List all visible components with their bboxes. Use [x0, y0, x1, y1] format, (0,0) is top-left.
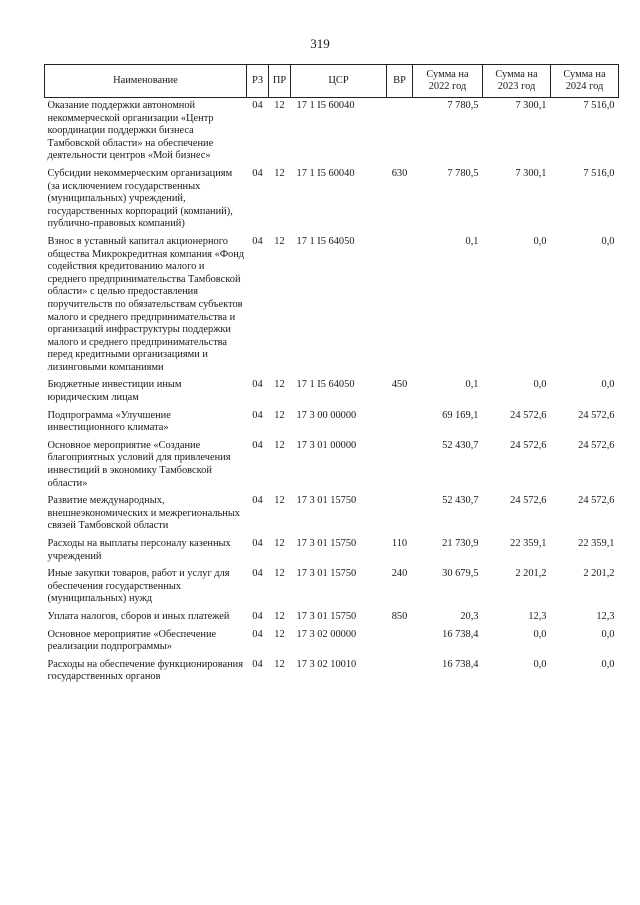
cell-csr: 17 3 01 15750	[296, 495, 357, 507]
cell-sum-2022: 7 780,5	[447, 100, 479, 111]
header-sum-2023: Сумма на 2023 год	[483, 65, 551, 98]
cell-sum-2023: 24 572,6	[510, 439, 547, 451]
table-body	[45, 98, 619, 689]
cell-pr: 12	[274, 610, 285, 622]
cell-vr	[387, 495, 413, 538]
table-row	[45, 379, 619, 409]
cell-sum-2024: 2 201,2	[583, 568, 615, 580]
table-row	[45, 538, 619, 568]
cell-vr: 630	[391, 167, 408, 179]
cell-pr: 12	[274, 538, 285, 549]
cell-rz: 04	[252, 167, 263, 179]
cell-sum-2024: 0,0	[601, 379, 615, 391]
cell-csr: 17 3 02 00000	[296, 628, 357, 640]
header-rz: РЗ	[247, 65, 269, 98]
cell-rz: 04	[252, 379, 263, 391]
cell-sum-2022: 52 430,7	[442, 439, 479, 451]
cell-csr: 17 1 I5 64050	[296, 379, 355, 391]
cell-rz: 04	[252, 409, 263, 421]
cell-csr: 17 3 01 15750	[296, 538, 357, 549]
cell-sum-2022: 69 169,1	[442, 409, 479, 421]
cell-rz: 04	[252, 439, 263, 451]
cell-vr	[387, 659, 413, 689]
table-row	[45, 440, 619, 495]
cell-name: Основное мероприятие «Обеспечение реализации подпрограммы»	[47, 628, 217, 653]
cell-name: Взнос в уставный капитал акционерного общества Микрокредитная компания «Фонд содействия кредитованию малого и среднего предпринимательства Тамбовской области» с целью предоставления поручительств по обязательствам субъектов малого и среднего предпринимательства и организаций инфраструктуры поддержки малого и среднего предпринимательства перед кредитными организациями и лизинговыми компаниями	[47, 235, 245, 373]
cell-csr: 17 1 I5 64050	[296, 235, 355, 247]
cell-sum-2023: 22 359,1	[510, 538, 547, 549]
cell-sum-2023: 24 572,6	[510, 495, 547, 507]
cell-name: Оказание поддержки автономной некоммерческой организации «Центр координации поддержки бизнеса Тамбовской области» на обеспечение деятельности центров «Мой бизнес»	[47, 100, 214, 162]
header-sum-2024: Сумма на 2024 год	[551, 65, 619, 98]
table-row	[45, 611, 619, 629]
cell-sum-2022: 16 738,4	[442, 658, 479, 670]
cell-sum-2024: 0,0	[601, 658, 615, 670]
cell-name: Основное мероприятие «Создание благоприятных условий для привлечения инвестиций в экономику Тамбовской области»	[47, 439, 231, 489]
cell-sum-2023: 0,0	[533, 628, 547, 640]
cell-sum-2024: 22 359,1	[578, 538, 615, 549]
cell-csr: 17 1 I5 60040	[296, 167, 355, 179]
table-header-row	[45, 65, 619, 98]
cell-vr	[387, 440, 413, 495]
cell-sum-2023: 24 572,6	[510, 409, 547, 421]
cell-sum-2023: 0,0	[533, 658, 547, 670]
cell-csr: 17 3 01 15750	[296, 610, 357, 622]
cell-sum-2023: 2 201,2	[515, 568, 547, 580]
cell-name: Уплата налогов, сборов и иных платежей	[47, 610, 230, 622]
cell-pr: 12	[274, 379, 285, 391]
cell-rz: 04	[252, 610, 263, 622]
header-sum-2022: Сумма на 2022 год	[413, 65, 483, 98]
cell-sum-2023: 0,0	[533, 379, 547, 391]
budget-table	[44, 64, 619, 689]
cell-pr: 12	[274, 167, 285, 179]
cell-sum-2023: 12,3	[528, 610, 547, 622]
cell-pr: 12	[274, 658, 285, 670]
header-vr: ВР	[387, 65, 413, 98]
cell-sum-2022: 21 730,9	[442, 538, 479, 549]
cell-sum-2023: 7 300,1	[515, 167, 547, 179]
header-name: Наименование	[45, 65, 247, 98]
cell-sum-2024: 24 572,6	[578, 495, 615, 507]
cell-csr: 17 3 00 00000	[296, 409, 357, 421]
cell-name: Субсидии некоммерческим организациям (за исключением государственных (муниципальных) учреждений, государственных корпораций (компаний), публично-правовых компаний)	[47, 167, 233, 230]
cell-rz: 04	[252, 495, 263, 507]
cell-sum-2022: 16 738,4	[442, 628, 479, 640]
table-row	[45, 495, 619, 538]
cell-vr	[387, 98, 413, 168]
cell-pr: 12	[274, 628, 285, 640]
cell-vr: 450	[391, 379, 408, 391]
cell-vr	[387, 236, 413, 380]
table-row	[45, 236, 619, 380]
cell-vr	[387, 629, 413, 659]
cell-csr: 17 1 I5 60040	[296, 100, 355, 111]
cell-rz: 04	[252, 538, 263, 549]
table-row	[45, 410, 619, 440]
cell-sum-2024: 24 572,6	[578, 439, 615, 451]
table-row	[45, 568, 619, 611]
table-row	[45, 98, 619, 168]
cell-sum-2024: 12,3	[596, 610, 615, 622]
cell-sum-2022: 52 430,7	[442, 495, 479, 507]
cell-name: Расходы на выплаты персоналу казенных учреждений	[47, 538, 231, 562]
table-row	[45, 168, 619, 236]
cell-pr: 12	[274, 100, 285, 111]
cell-sum-2024: 0,0	[601, 235, 615, 247]
cell-csr: 17 3 01 15750	[296, 568, 357, 580]
table-row	[45, 659, 619, 689]
cell-csr: 17 3 02 10010	[296, 658, 357, 670]
cell-name: Подпрограмма «Улучшение инвестиционного климата»	[47, 409, 171, 434]
cell-sum-2023: 7 300,1	[515, 100, 547, 111]
cell-rz: 04	[252, 235, 263, 247]
cell-vr	[387, 410, 413, 440]
cell-pr: 12	[274, 409, 285, 421]
table-row	[45, 629, 619, 659]
cell-sum-2022: 7 780,5	[447, 167, 479, 179]
cell-pr: 12	[274, 495, 285, 507]
cell-vr: 850	[391, 610, 408, 622]
cell-pr: 12	[274, 439, 285, 451]
cell-name: Развитие международных, внешнеэкономических и межрегиональных связей Тамбовской области	[47, 495, 241, 532]
cell-sum-2022: 0,1	[465, 235, 479, 247]
cell-vr: 240	[391, 568, 408, 580]
cell-rz: 04	[252, 100, 263, 111]
header-csr: ЦСР	[291, 65, 387, 98]
cell-name: Бюджетные инвестиции иным юридическим лицам	[47, 379, 182, 404]
cell-sum-2024: 7 516,0	[583, 100, 615, 111]
cell-pr: 12	[274, 568, 285, 580]
cell-csr: 17 3 01 00000	[296, 439, 357, 451]
header-pr: ПР	[269, 65, 291, 98]
cell-sum-2022: 20,3	[460, 610, 479, 622]
cell-rz: 04	[252, 568, 263, 580]
cell-sum-2022: 30 679,5	[442, 568, 479, 580]
cell-sum-2023: 0,0	[533, 235, 547, 247]
cell-sum-2024: 0,0	[601, 628, 615, 640]
cell-rz: 04	[252, 628, 263, 640]
cell-sum-2022: 0,1	[465, 379, 479, 391]
cell-vr: 110	[391, 538, 408, 549]
cell-sum-2024: 24 572,6	[578, 409, 615, 421]
cell-name: Иные закупки товаров, работ и услуг для обеспечения государственных (муниципальных) нужд	[47, 568, 230, 605]
cell-name: Расходы на обеспечение функционирования государственных органов	[47, 658, 243, 683]
page-number: 319	[310, 36, 330, 51]
cell-sum-2024: 7 516,0	[583, 167, 615, 179]
cell-pr: 12	[274, 235, 285, 247]
cell-rz: 04	[252, 658, 263, 670]
